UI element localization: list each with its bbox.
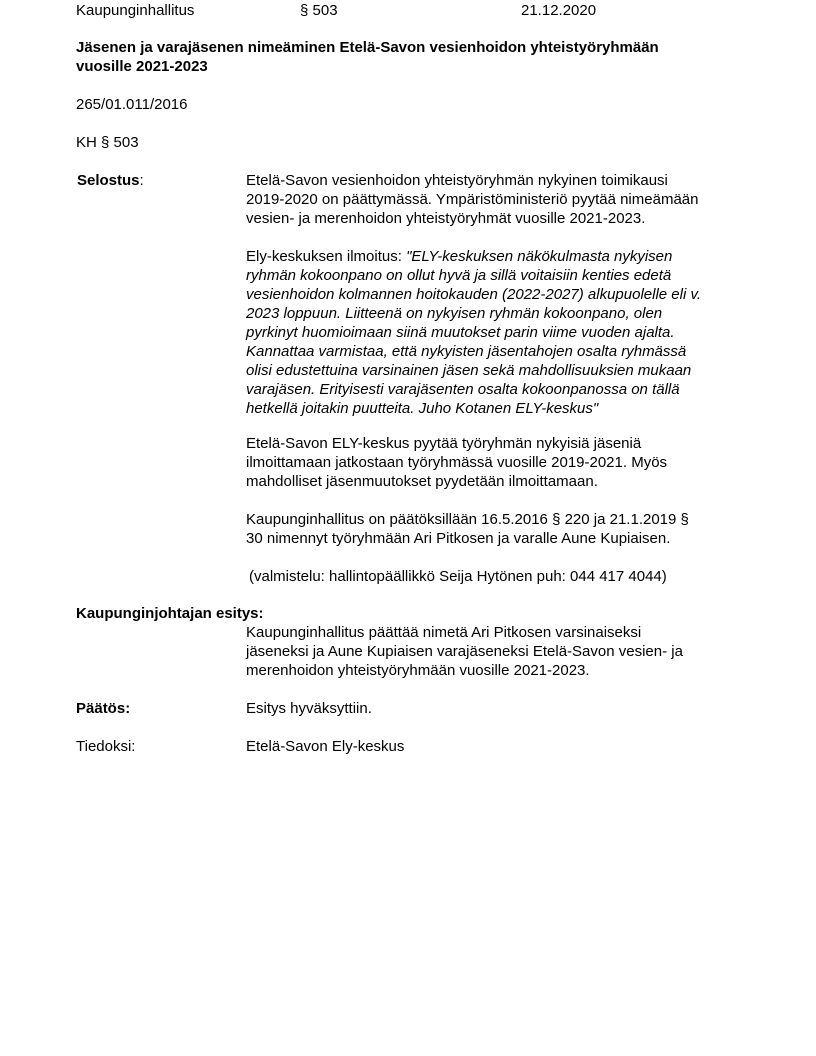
selostus-paragraph-3	[246, 434, 746, 491]
quote-line: vesienhoidon kolmannen hoitokauden (2022-2027) alkupuolelle eli v.	[246, 286, 702, 303]
quote-line: pyrkinyt huomioimaan siinä muutokset parin viime vuoden ajalta.	[246, 324, 675, 341]
selostus-paragraph-4	[246, 510, 746, 548]
header-body: Kaupunginhallitus	[76, 2, 195, 19]
text-line: ilmoittamaan jatkostaan työryhmässä vuosille 2019-2021. Myös	[246, 454, 668, 471]
text-line: 30 nimennyt työryhmään Ari Pitkosen ja varalle Aune Kupiaisen.	[246, 530, 671, 547]
text-line	[246, 247, 746, 266]
text-line: jäseneksi ja Aune Kupiaisen varajäseneksi Etelä-Savon vesien- ja	[246, 643, 683, 660]
paatos-value: Esitys hyväksyttiin.	[246, 700, 372, 717]
quote-text: "ELY-keskuksen näkökulmasta nykyisen	[406, 248, 673, 265]
quote-line: olisi edustettuina varsinainen jäsen sekä mahdollisuuksien mukaan	[246, 362, 692, 379]
kh-reference: KH § 503	[76, 134, 139, 151]
paatos-label: Päätös:	[76, 700, 131, 717]
reference-number: 265/01.011/2016	[76, 96, 188, 113]
quote-line: ryhmän kokoonpano on ollut hyvä ja sillä voitaisiin kenties edetä	[246, 267, 672, 284]
header-section: § 503	[300, 2, 338, 19]
header-date: 21.12.2020	[521, 2, 597, 19]
quote-line: 2023 loppuun. Liitteenä on nykyisen ryhmän kokoonpano, olen	[246, 305, 663, 322]
text-line: 2019-2020 on päättymässä. Ympäristöministeriö pyytää nimeämään	[246, 191, 699, 208]
preparer-note: (valmistelu: hallintopäällikkö Seija Hytönen puh: 044 417 4044)	[249, 568, 667, 585]
quote-line: hetkellä joitakin puutteita. Juho Kotanen ELY-keskus"	[246, 400, 599, 417]
ely-quote-paragraph	[246, 247, 746, 418]
selostus-label: Selostus:	[77, 172, 144, 189]
document-title-line-1: Jäsenen ja varajäsenen nimeäminen Etelä-Savon vesienhoidon yhteistyöryhmään	[76, 39, 659, 56]
text-line: Etelä-Savon ELY-keskus pyytää työryhmän nykyisiä jäseniä	[246, 435, 642, 452]
esitys-paragraph	[246, 623, 746, 680]
text-line: Kaupunginhallitus on päätöksillään 16.5.2016 § 220 ja 21.1.2019 §	[246, 511, 689, 528]
text-line: Kaupunginhallitus päättää nimetä Ari Pitkosen varsinaiseksi	[246, 624, 642, 641]
text-line: mahdolliset jäsenmuutokset pyydetään ilmoittamaan.	[246, 473, 598, 490]
text-line: Etelä-Savon vesienhoidon yhteistyöryhmän nykyinen toimikausi	[246, 172, 668, 189]
text-line: merenhoidon yhteistyöryhmään vuosille 2021-2023.	[246, 662, 590, 679]
tiedoksi-label: Tiedoksi:	[76, 738, 136, 755]
text-line: vesien- ja merenhoidon yhteistyöryhmät vuosille 2021-2023.	[246, 210, 646, 227]
document-title-line-2: vuosille 2021-2023	[76, 58, 208, 75]
selostus-paragraph-1	[246, 171, 746, 228]
quote-line: Kannattaa varmistaa, että nykyisten jäsentahojen osalta ryhmässä	[246, 343, 687, 360]
tiedoksi-value: Etelä-Savon Ely-keskus	[246, 738, 405, 755]
quote-intro: Ely-keskuksen ilmoitus:	[246, 248, 407, 265]
esitys-label: Kaupunginjohtajan esitys:	[76, 605, 264, 622]
quote-line: varajäsen. Erityisesti varajäsenten osalta kokoonpanossa on tällä	[246, 381, 680, 398]
